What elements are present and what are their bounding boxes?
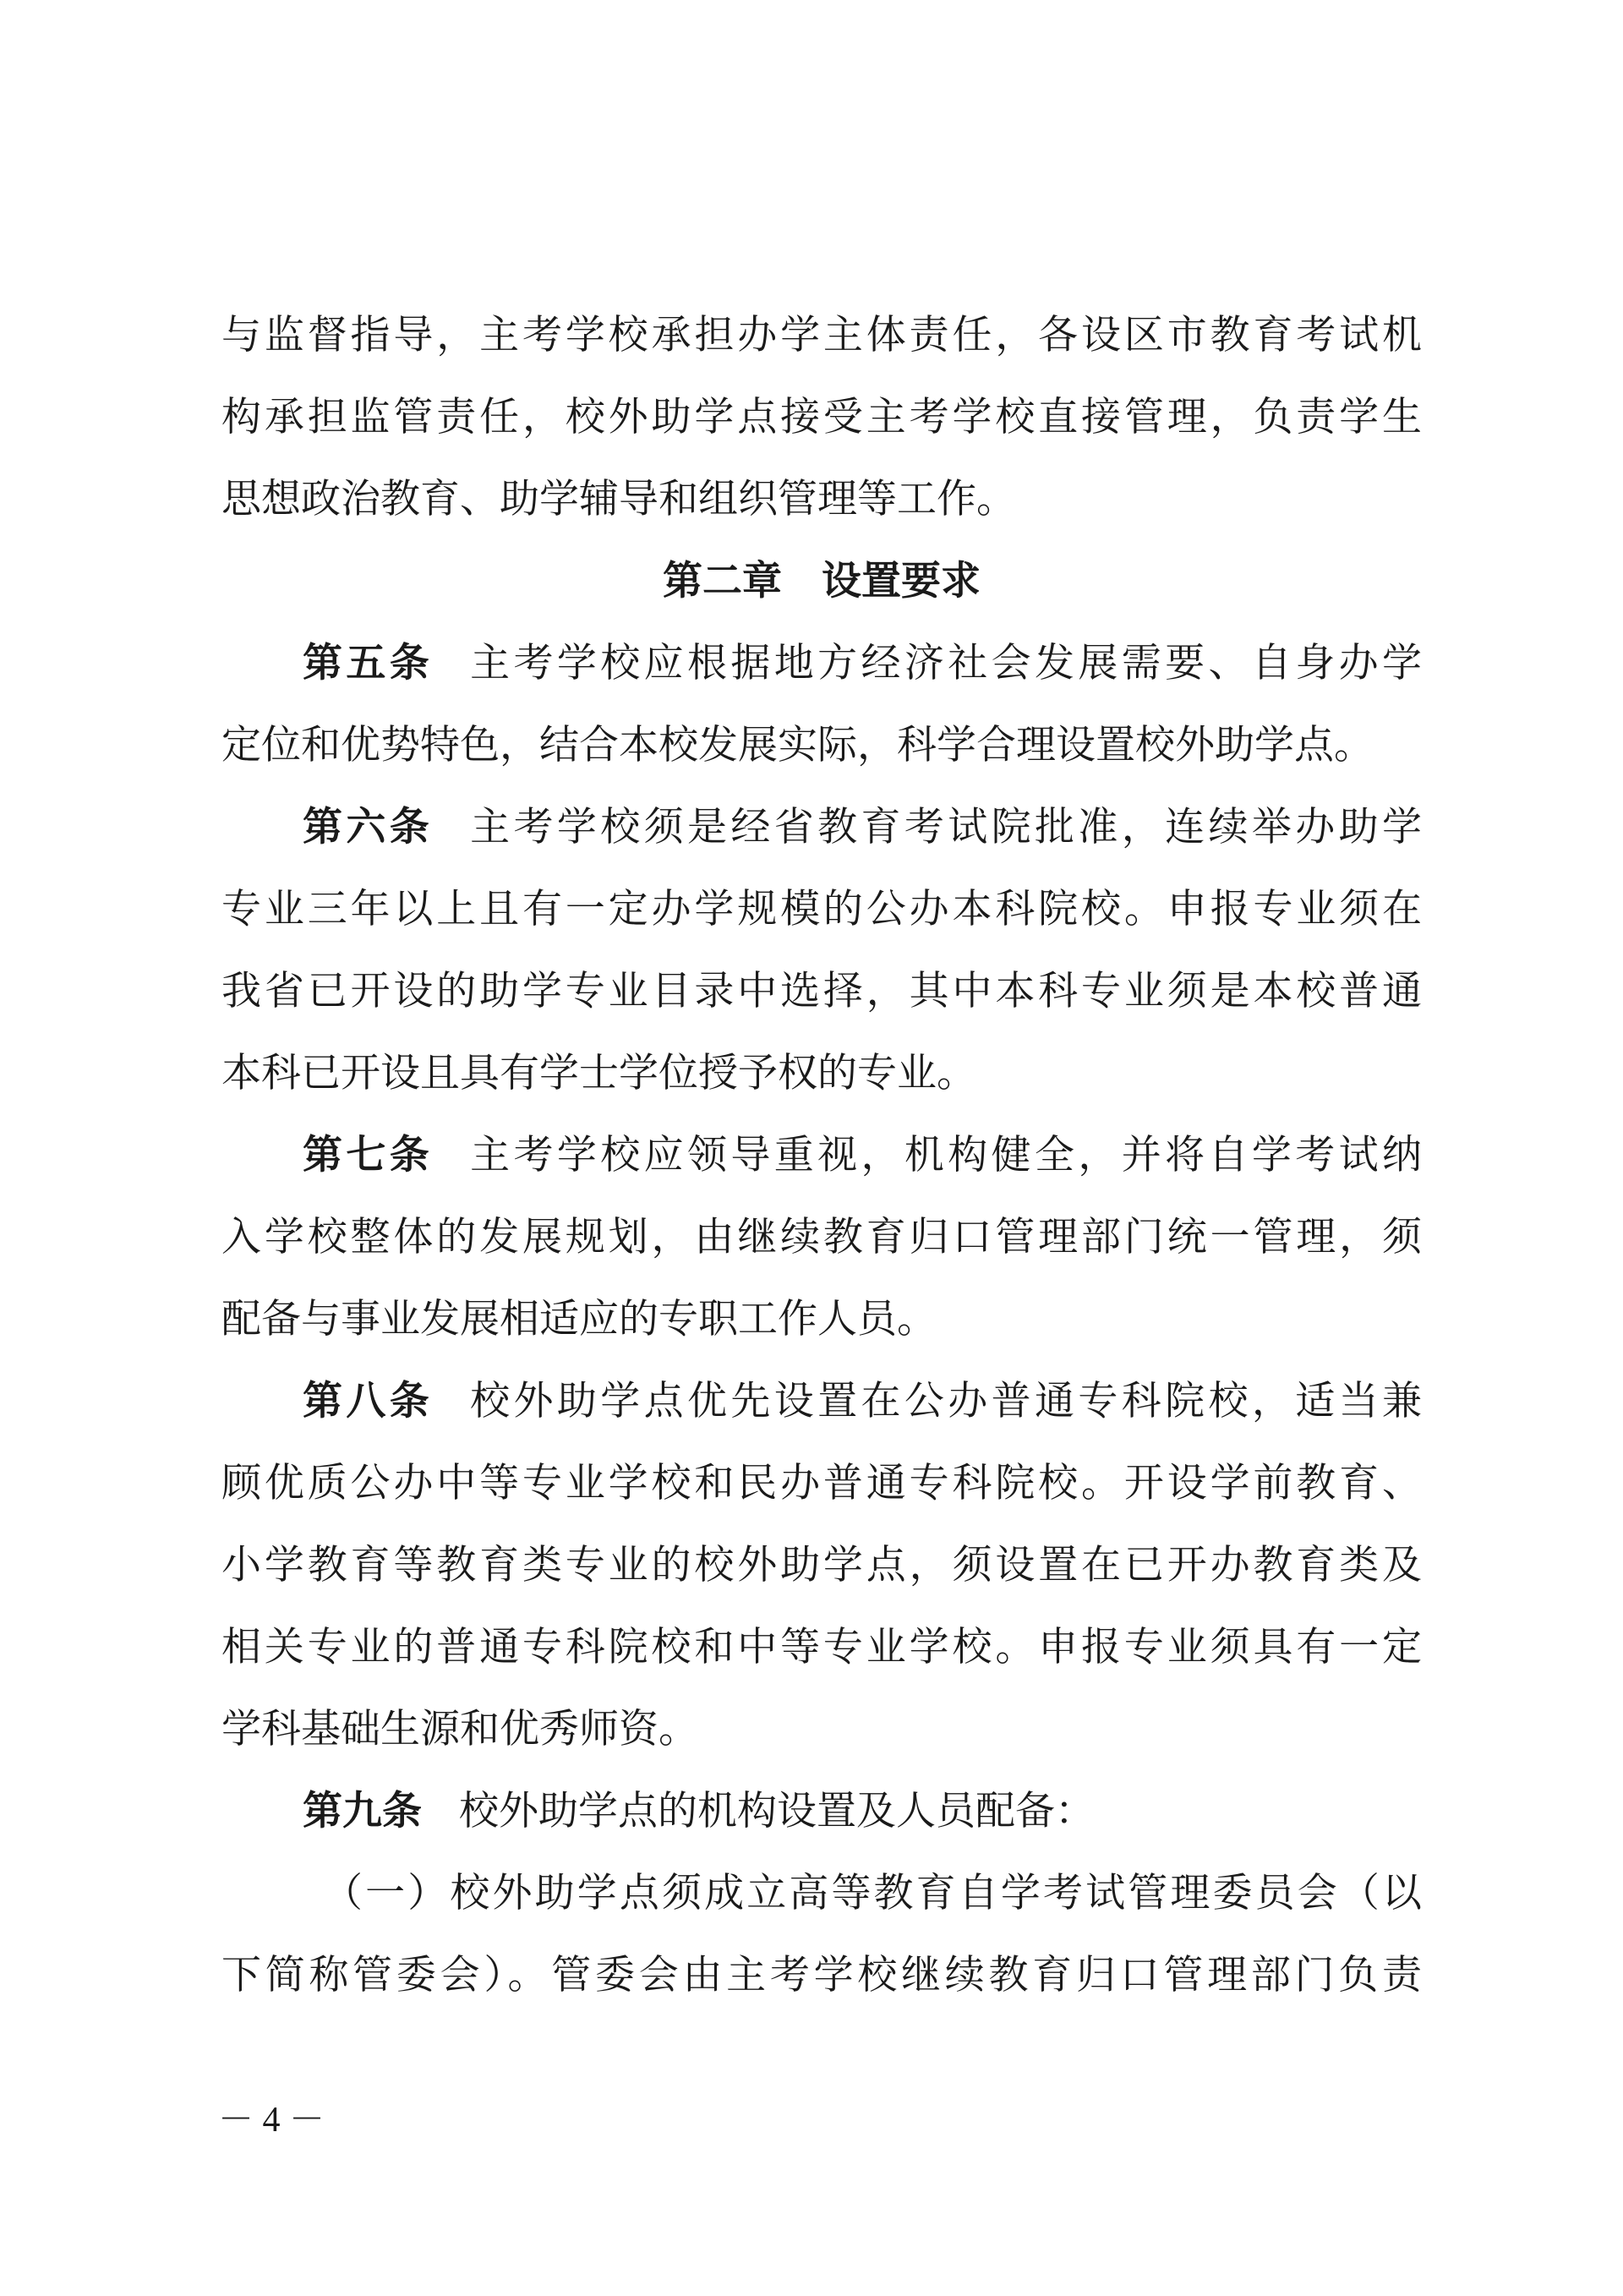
- article-5-line: [221, 622, 1422, 704]
- article-8-label: 第八条: [303, 1378, 434, 1424]
- article-6-line: 本科已开设且具有学士学位授予权的专业。: [221, 1050, 976, 1096]
- article-5-text: 主考学校应根据地方经济社会发展需要、自身办学: [470, 640, 1422, 686]
- article-9-line: [221, 1770, 1422, 1852]
- paragraph-line: 构承担监管责任，校外助学点接受主考学校直接管理，负责学生: [221, 394, 1422, 440]
- article-6-text: 主考学校须是经省教育考试院批准，连续举办助学: [470, 804, 1422, 850]
- article-7-line: 配备与事业发展相适应的专职工作人员。: [221, 1296, 937, 1342]
- article-7-line: 入学校整体的发展规划，由继续教育归口管理部门统一管理，须: [221, 1214, 1422, 1260]
- article-8-line: 学科基础生源和优秀师资。: [221, 1706, 698, 1752]
- page-number: － 4 －: [218, 2101, 325, 2140]
- article-9-item-line: （一）校外助学点须成立高等教育自学考试管理委员会（以: [323, 1870, 1422, 1916]
- article-9-item-line: 下简称管委会）。管委会由主考学校继续教育归口管理部门负责: [221, 1952, 1422, 1998]
- article-5-label: 第五条: [303, 640, 434, 686]
- chapter-heading: 第二章 设置要求: [663, 558, 981, 604]
- article-7-text: 主考学校应领导重视，机构健全，并将自学考试纳: [470, 1132, 1422, 1178]
- article-8-text: 校外助学点优先设置在公办普通专科院校，适当兼: [470, 1378, 1422, 1424]
- article-6-label: 第六条: [303, 804, 434, 850]
- article-7-line: [221, 1114, 1422, 1196]
- article-6-line: 我省已开设的助学专业目录中选择，其中本科专业须是本校普通: [221, 968, 1422, 1014]
- article-9-text: 校外助学点的机构设置及人员配备：: [459, 1788, 1095, 1834]
- article-8-line: [221, 1360, 1422, 1442]
- article-8-line: 相关专业的普通专科院校和中等专业学校。申报专业须具有一定: [221, 1624, 1422, 1670]
- article-6-line: 专业三年以上且有一定办学规模的公办本科院校。申报专业须在: [221, 886, 1422, 932]
- paragraph-line: 与监督指导，主考学校承担办学主体责任，各设区市教育考试机: [221, 312, 1422, 358]
- article-6-line: [221, 786, 1422, 868]
- article-9-label: 第九条: [303, 1788, 422, 1834]
- paragraph-line: 思想政治教育、助学辅导和组织管理等工作。: [221, 476, 1016, 522]
- article-5-line: 定位和优势特色，结合本校发展实际，科学合理设置校外助学点。: [221, 722, 1374, 768]
- article-7-label: 第七条: [303, 1132, 434, 1178]
- article-8-line: 顾优质公办中等专业学校和民办普通专科院校。开设学前教育、: [221, 1460, 1422, 1506]
- article-8-line: 小学教育等教育类专业的校外助学点，须设置在已开办教育类及: [221, 1542, 1422, 1588]
- document-body: [221, 294, 1422, 2016]
